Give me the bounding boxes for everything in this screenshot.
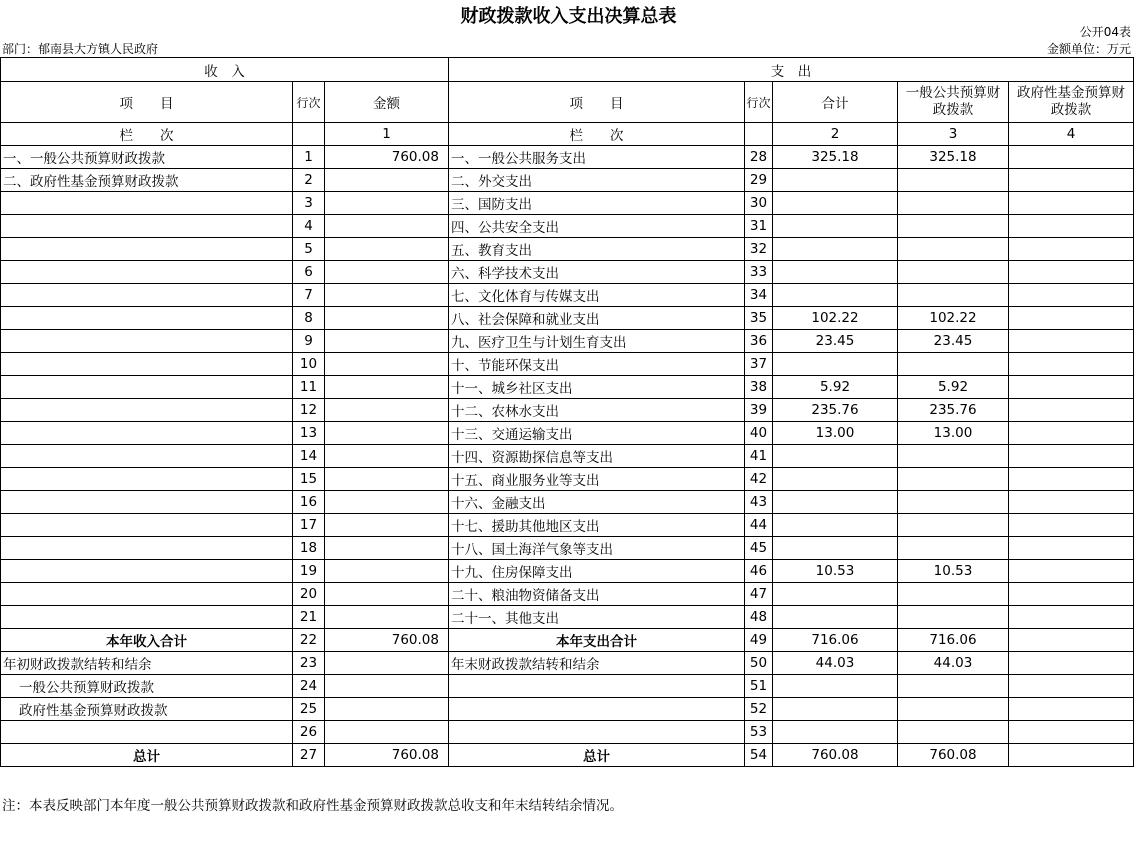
income-amount-cell <box>325 468 449 491</box>
expense-line-no-cell: 40 <box>745 422 773 445</box>
expense-total-header: 合计 <box>773 82 898 123</box>
expense-fund-budget-cell <box>1009 422 1134 445</box>
expense-general-budget-cell <box>898 468 1009 491</box>
expense-line-no-cell: 45 <box>745 537 773 560</box>
expense-line-no-cell: 30 <box>745 192 773 215</box>
expense-item-cell: 十八、国土海洋气象等支出 <box>449 537 745 560</box>
expense-item-cell <box>449 675 745 698</box>
income-line-no-cell: 2 <box>293 169 325 192</box>
income-item-cell: 年初财政拨款结转和结余 <box>1 652 293 675</box>
expense-total-cell <box>773 606 898 629</box>
income-item-cell: 一、一般公共预算财政拨款 <box>1 146 293 169</box>
income-amount-cell <box>325 422 449 445</box>
expense-fund-budget-cell <box>1009 491 1134 514</box>
table-row <box>1 330 1134 353</box>
income-amount-cell <box>325 491 449 514</box>
form-tag: 公开04表 <box>1079 25 1131 39</box>
report-title: 财政拨款收入支出决算总表 <box>460 6 677 27</box>
income-item-cell: 总计 <box>1 744 293 767</box>
income-amount-cell <box>325 560 449 583</box>
expense-general-budget-cell <box>898 491 1009 514</box>
expense-column-label-blank <box>745 123 773 146</box>
income-column-label: 栏 次 <box>1 123 293 146</box>
income-item-cell <box>1 307 293 330</box>
income-line-no-cell: 16 <box>293 491 325 514</box>
income-item-cell <box>1 238 293 261</box>
expense-total-cell <box>773 491 898 514</box>
income-amount-cell <box>325 698 449 721</box>
expense-fund-budget-cell <box>1009 307 1134 330</box>
expense-fund-budget-cell <box>1009 376 1134 399</box>
income-item-cell <box>1 560 293 583</box>
income-line-no-cell: 11 <box>293 376 325 399</box>
expense-item-cell: 年末财政拨款结转和结余 <box>449 652 745 675</box>
expense-line-no-cell: 43 <box>745 491 773 514</box>
expense-total-cell: 5.92 <box>773 376 898 399</box>
expense-general-budget-cell <box>898 215 1009 238</box>
expense-item-cell: 八、社会保障和就业支出 <box>449 307 745 330</box>
table-row <box>1 583 1134 606</box>
expense-item-cell: 本年支出合计 <box>449 629 745 652</box>
expense-fund-budget-cell <box>1009 399 1134 422</box>
expense-general-budget-cell: 5.92 <box>898 376 1009 399</box>
expense-total-cell: 102.22 <box>773 307 898 330</box>
table-row <box>1 353 1134 376</box>
table-row <box>1 261 1134 284</box>
income-item-cell <box>1 284 293 307</box>
income-item-cell <box>1 514 293 537</box>
income-item-cell <box>1 215 293 238</box>
expense-general-budget-cell <box>898 238 1009 261</box>
expense-total-cell: 44.03 <box>773 652 898 675</box>
expense-general-budget-cell: 13.00 <box>898 422 1009 445</box>
expense-general-budget-cell <box>898 353 1009 376</box>
table-row <box>1 491 1134 514</box>
expense-item-cell: 二、外交支出 <box>449 169 745 192</box>
income-item-cell <box>1 261 293 284</box>
income-item-cell <box>1 353 293 376</box>
expense-general-budget-cell <box>898 675 1009 698</box>
income-amount-cell <box>325 376 449 399</box>
table-row <box>1 307 1134 330</box>
income-line-no-cell: 27 <box>293 744 325 767</box>
expense-line-no-cell: 54 <box>745 744 773 767</box>
expense-line-no-cell: 53 <box>745 721 773 744</box>
expense-total-cell <box>773 721 898 744</box>
expense-general-budget-cell <box>898 169 1009 192</box>
income-amount-cell <box>325 721 449 744</box>
table-row <box>1 468 1134 491</box>
fund-budget-header: 政府性基金预算财政拨款 <box>1009 82 1134 123</box>
income-item-cell <box>1 422 293 445</box>
expense-general-budget-cell <box>898 192 1009 215</box>
income-line-no-cell: 17 <box>293 514 325 537</box>
income-line-no-cell: 3 <box>293 192 325 215</box>
expense-total-cell <box>773 698 898 721</box>
income-amount-cell <box>325 192 449 215</box>
expense-item-cell: 九、医疗卫生与计划生育支出 <box>449 330 745 353</box>
expense-line-no-cell: 41 <box>745 445 773 468</box>
income-amount-cell: 760.08 <box>325 744 449 767</box>
expense-line-no-cell: 35 <box>745 307 773 330</box>
expense-item-cell: 十一、城乡社区支出 <box>449 376 745 399</box>
income-item-cell <box>1 583 293 606</box>
income-section-header: 收 入 <box>1 58 449 82</box>
income-amount-cell <box>325 284 449 307</box>
income-amount-cell: 760.08 <box>325 146 449 169</box>
table-row <box>1 721 1134 744</box>
income-amount-cell <box>325 606 449 629</box>
budget-summary-table <box>0 57 1134 767</box>
income-line-no-header: 行次 <box>293 82 325 123</box>
expense-line-no-cell: 34 <box>745 284 773 307</box>
expense-total-cell <box>773 537 898 560</box>
expense-total-cell: 325.18 <box>773 146 898 169</box>
income-item-cell <box>1 491 293 514</box>
expense-item-cell: 十九、住房保障支出 <box>449 560 745 583</box>
income-line-no-cell: 21 <box>293 606 325 629</box>
income-line-no-cell: 9 <box>293 330 325 353</box>
expense-line-no-cell: 36 <box>745 330 773 353</box>
income-item-cell <box>1 192 293 215</box>
expense-general-budget-cell <box>898 514 1009 537</box>
fund-column-number: 4 <box>1009 123 1134 146</box>
income-line-no-cell: 8 <box>293 307 325 330</box>
income-line-no-cell: 10 <box>293 353 325 376</box>
expense-item-cell: 六、科学技术支出 <box>449 261 745 284</box>
expense-total-cell: 10.53 <box>773 560 898 583</box>
expense-section-header: 支 出 <box>449 58 1134 82</box>
expense-line-no-cell: 46 <box>745 560 773 583</box>
expense-item-header: 项 目 <box>449 82 745 123</box>
table-row <box>1 537 1134 560</box>
income-item-cell: 政府性基金预算财政拨款 <box>1 698 293 721</box>
footnote: 注：本表反映部门本年度一般公共预算财政拨款和政府性基金预算财政拨款总收支和年末结转结余情况。 <box>2 798 623 814</box>
income-amount-cell <box>325 445 449 468</box>
income-amount-cell <box>325 675 449 698</box>
expense-fund-budget-cell <box>1009 606 1134 629</box>
expense-total-cell <box>773 215 898 238</box>
expense-total-cell <box>773 353 898 376</box>
expense-total-cell <box>773 238 898 261</box>
expense-fund-budget-cell <box>1009 675 1134 698</box>
income-line-no-cell: 25 <box>293 698 325 721</box>
expense-line-no-cell: 29 <box>745 169 773 192</box>
table-row <box>1 146 1134 169</box>
general-column-number: 3 <box>898 123 1009 146</box>
expense-total-cell <box>773 445 898 468</box>
income-column-label-blank <box>293 123 325 146</box>
expense-line-no-cell: 39 <box>745 399 773 422</box>
expense-fund-budget-cell <box>1009 169 1134 192</box>
expense-item-cell: 二十一、其他支出 <box>449 606 745 629</box>
expense-general-budget-cell <box>898 721 1009 744</box>
expense-total-cell: 23.45 <box>773 330 898 353</box>
table-row <box>1 169 1134 192</box>
expense-item-cell <box>449 698 745 721</box>
income-amount-cell <box>325 353 449 376</box>
expense-line-no-cell: 38 <box>745 376 773 399</box>
expense-total-cell <box>773 284 898 307</box>
expense-item-cell: 十、节能环保支出 <box>449 353 745 376</box>
table-row <box>1 744 1134 767</box>
expense-total-cell <box>773 261 898 284</box>
table-row <box>1 284 1134 307</box>
income-amount-cell <box>325 514 449 537</box>
total-column-number: 2 <box>773 123 898 146</box>
expense-fund-budget-cell <box>1009 629 1134 652</box>
expense-general-budget-cell: 235.76 <box>898 399 1009 422</box>
income-item-cell <box>1 721 293 744</box>
expense-total-cell: 13.00 <box>773 422 898 445</box>
expense-general-budget-cell: 760.08 <box>898 744 1009 767</box>
income-line-no-cell: 18 <box>293 537 325 560</box>
expense-general-budget-cell: 23.45 <box>898 330 1009 353</box>
expense-general-budget-cell: 10.53 <box>898 560 1009 583</box>
table-row <box>1 192 1134 215</box>
income-line-no-cell: 24 <box>293 675 325 698</box>
table-row <box>1 215 1134 238</box>
table-row <box>1 606 1134 629</box>
expense-general-budget-cell <box>898 284 1009 307</box>
income-line-no-cell: 6 <box>293 261 325 284</box>
income-item-cell <box>1 445 293 468</box>
expense-item-cell: 七、文化体育与传媒支出 <box>449 284 745 307</box>
expense-item-cell: 三、国防支出 <box>449 192 745 215</box>
expense-line-no-cell: 48 <box>745 606 773 629</box>
expense-total-cell: 716.06 <box>773 629 898 652</box>
expense-fund-budget-cell <box>1009 330 1134 353</box>
expense-total-cell <box>773 468 898 491</box>
income-amount-cell <box>325 399 449 422</box>
income-line-no-cell: 22 <box>293 629 325 652</box>
expense-item-cell: 五、教育支出 <box>449 238 745 261</box>
expense-fund-budget-cell <box>1009 445 1134 468</box>
income-amount-cell <box>325 583 449 606</box>
expense-general-budget-cell <box>898 537 1009 560</box>
income-item-cell: 一般公共预算财政拨款 <box>1 675 293 698</box>
income-amount-header: 金额 <box>325 82 449 123</box>
expense-line-no-header: 行次 <box>745 82 773 123</box>
income-amount-cell <box>325 652 449 675</box>
expense-fund-budget-cell <box>1009 652 1134 675</box>
expense-item-cell: 十六、金融支出 <box>449 491 745 514</box>
expense-line-no-cell: 31 <box>745 215 773 238</box>
expense-item-cell: 二十、粮油物资储备支出 <box>449 583 745 606</box>
income-item-cell <box>1 330 293 353</box>
expense-item-cell: 十四、资源勘探信息等支出 <box>449 445 745 468</box>
table-row <box>1 560 1134 583</box>
expense-line-no-cell: 52 <box>745 698 773 721</box>
table-row <box>1 514 1134 537</box>
general-budget-header: 一般公共预算财政拨款 <box>898 82 1009 123</box>
expense-item-cell: 十三、交通运输支出 <box>449 422 745 445</box>
amount-unit-label: 金额单位：万元 <box>1046 42 1131 56</box>
table-row <box>1 652 1134 675</box>
expense-total-cell <box>773 169 898 192</box>
income-item-cell <box>1 537 293 560</box>
table-row <box>1 399 1134 422</box>
expense-item-cell: 一、一般公共服务支出 <box>449 146 745 169</box>
income-column-number: 1 <box>325 123 449 146</box>
income-item-cell <box>1 468 293 491</box>
table-row <box>1 698 1134 721</box>
expense-item-cell: 十二、农林水支出 <box>449 399 745 422</box>
expense-general-budget-cell: 44.03 <box>898 652 1009 675</box>
income-line-no-cell: 1 <box>293 146 325 169</box>
income-amount-cell <box>325 169 449 192</box>
expense-line-no-cell: 32 <box>745 238 773 261</box>
expense-item-cell: 四、公共安全支出 <box>449 215 745 238</box>
income-item-cell <box>1 399 293 422</box>
expense-general-budget-cell: 102.22 <box>898 307 1009 330</box>
expense-fund-budget-cell <box>1009 353 1134 376</box>
expense-item-cell: 总计 <box>449 744 745 767</box>
expense-total-cell: 760.08 <box>773 744 898 767</box>
income-line-no-cell: 4 <box>293 215 325 238</box>
expense-total-cell <box>773 583 898 606</box>
expense-fund-budget-cell <box>1009 698 1134 721</box>
expense-total-cell <box>773 514 898 537</box>
expense-general-budget-cell: 716.06 <box>898 629 1009 652</box>
expense-general-budget-cell <box>898 583 1009 606</box>
expense-fund-budget-cell <box>1009 284 1134 307</box>
department-label: 部门：郁南县大方镇人民政府 <box>2 42 159 56</box>
income-amount-cell: 760.08 <box>325 629 449 652</box>
table-row <box>1 675 1134 698</box>
income-amount-cell <box>325 537 449 560</box>
income-line-no-cell: 20 <box>293 583 325 606</box>
expense-column-label: 栏 次 <box>449 123 745 146</box>
income-item-cell: 本年收入合计 <box>1 629 293 652</box>
expense-general-budget-cell <box>898 445 1009 468</box>
income-line-no-cell: 23 <box>293 652 325 675</box>
income-item-cell <box>1 606 293 629</box>
income-line-no-cell: 19 <box>293 560 325 583</box>
expense-fund-budget-cell <box>1009 560 1134 583</box>
expense-fund-budget-cell <box>1009 468 1134 491</box>
expense-line-no-cell: 42 <box>745 468 773 491</box>
table-row <box>1 629 1134 652</box>
expense-fund-budget-cell <box>1009 514 1134 537</box>
income-line-no-cell: 12 <box>293 399 325 422</box>
expense-total-cell <box>773 192 898 215</box>
expense-line-no-cell: 51 <box>745 675 773 698</box>
expense-line-no-cell: 37 <box>745 353 773 376</box>
table-row <box>1 376 1134 399</box>
expense-fund-budget-cell <box>1009 537 1134 560</box>
table-row <box>1 238 1134 261</box>
expense-line-no-cell: 47 <box>745 583 773 606</box>
expense-fund-budget-cell <box>1009 721 1134 744</box>
expense-fund-budget-cell <box>1009 238 1134 261</box>
income-line-no-cell: 26 <box>293 721 325 744</box>
income-amount-cell <box>325 238 449 261</box>
income-item-header: 项 目 <box>1 82 293 123</box>
income-line-no-cell: 5 <box>293 238 325 261</box>
income-line-no-cell: 14 <box>293 445 325 468</box>
table-row <box>1 445 1134 468</box>
expense-line-no-cell: 50 <box>745 652 773 675</box>
expense-general-budget-cell <box>898 606 1009 629</box>
income-line-no-cell: 7 <box>293 284 325 307</box>
expense-fund-budget-cell <box>1009 744 1134 767</box>
expense-item-cell: 十七、援助其他地区支出 <box>449 514 745 537</box>
expense-fund-budget-cell <box>1009 146 1134 169</box>
income-item-cell <box>1 376 293 399</box>
income-line-no-cell: 15 <box>293 468 325 491</box>
income-amount-cell <box>325 215 449 238</box>
expense-fund-budget-cell <box>1009 261 1134 284</box>
expense-item-cell <box>449 721 745 744</box>
expense-line-no-cell: 49 <box>745 629 773 652</box>
table-row <box>1 422 1134 445</box>
expense-fund-budget-cell <box>1009 192 1134 215</box>
expense-total-cell: 235.76 <box>773 399 898 422</box>
income-amount-cell <box>325 330 449 353</box>
expense-general-budget-cell <box>898 698 1009 721</box>
expense-fund-budget-cell <box>1009 583 1134 606</box>
expense-line-no-cell: 28 <box>745 146 773 169</box>
expense-item-cell: 十五、商业服务业等支出 <box>449 468 745 491</box>
income-line-no-cell: 13 <box>293 422 325 445</box>
expense-fund-budget-cell <box>1009 215 1134 238</box>
income-amount-cell <box>325 307 449 330</box>
expense-general-budget-cell: 325.18 <box>898 146 1009 169</box>
expense-line-no-cell: 33 <box>745 261 773 284</box>
expense-general-budget-cell <box>898 261 1009 284</box>
expense-line-no-cell: 44 <box>745 514 773 537</box>
expense-total-cell <box>773 675 898 698</box>
income-item-cell: 二、政府性基金预算财政拨款 <box>1 169 293 192</box>
income-amount-cell <box>325 261 449 284</box>
